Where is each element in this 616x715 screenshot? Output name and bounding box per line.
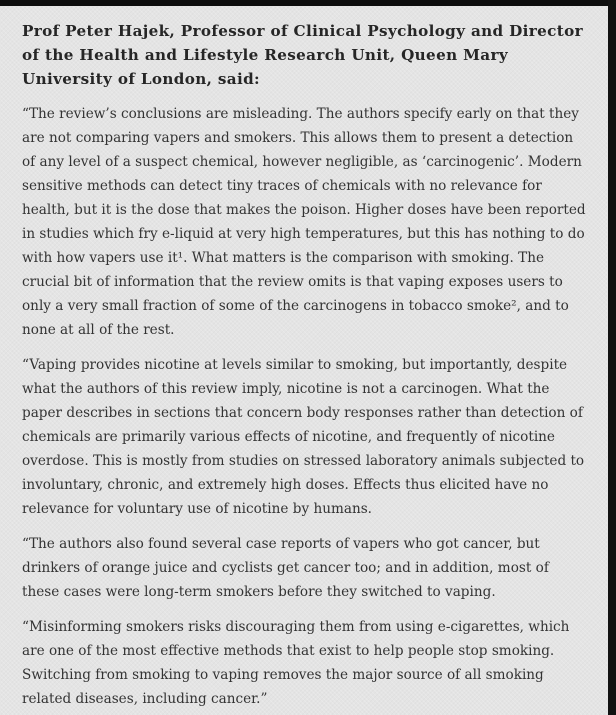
quote-paragraph-2: “Vaping provides nicotine at levels similar to smoking, but importantly, despite what the authors of this review imply, nicotine is not a carcinogen. What the paper describes in sections that concern body responses rather than detection of chemicals are primarily various effects of nicotine, and frequently of nicotine overdose. This is mostly from studies on stressed laboratory animals subjected to involuntary, chronic, and extremely high doses. Effects thus elicited have no relevance for voluntary use of nicotine by humans. [22, 357, 585, 517]
right-edge-border [608, 0, 616, 715]
article-body [0, 6, 608, 711]
speaker-heading: Prof Peter Hajek, Professor of Clinical Psychology and Director of the Health and Lifestyle Research Unit, Queen Mary University of London, said: [22, 22, 583, 88]
quote-paragraph-1: “The review’s conclusions are misleading. The authors specify early on that they are not comparing vapers and smokers. This allows them to present a detection of any level of a suspect chemical, however negligible, as ‘carcinogenic’. Modern sensitive methods can detect tiny traces of chemicals with no relevance for health, but it is the dose that makes the poison. Higher doses have been reported in studies which fry e-liquid at very high temperatures, but this has nothing to do with how vapers use it¹. What matters is the comparison with smoking. The crucial bit of information that the review omits is that vaping exposes users to only a very small fraction of some of the carcinogens in tobacco smoke², and to none at all of the rest. [22, 106, 586, 338]
quote-paragraph-4: “Misinforming smokers risks discouraging them from using e-cigarettes, which are one of the most effective methods that exist to help people stop smoking. Switching from smoking to vaping removes the major source of all smoking related diseases, including cancer.” [22, 619, 570, 707]
quote-paragraph-3: “The authors also found several case reports of vapers who got cancer, but drinkers of orange juice and cyclists get cancer too; and in addition, most of these cases were long-term smokers before they switched to vaping. [22, 536, 549, 600]
